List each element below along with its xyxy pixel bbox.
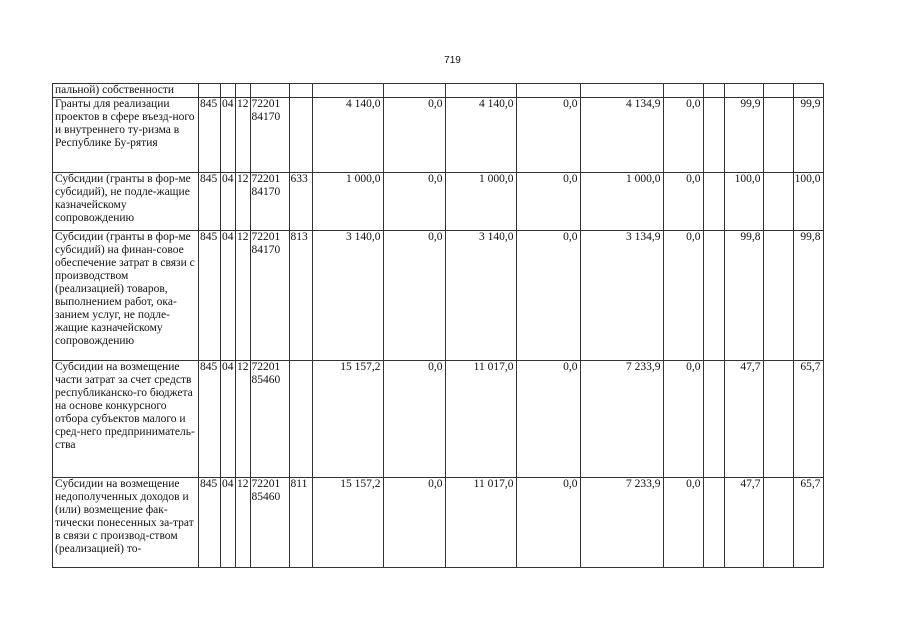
cell-executed-value: 4 134,9 [580,98,663,173]
cell-plan-value: 4 140,0 [312,98,383,173]
cell-empty [763,98,793,173]
cell-pr: 12 [236,478,251,568]
cell-vr [289,98,312,173]
cell-percent-plan: 99,8 [724,231,763,361]
cell-refined-value: 11 017,0 [445,478,516,568]
cell-vr: 813 [289,231,312,361]
cell-empty [763,478,793,568]
cell-empty [703,98,724,173]
cell-empty [763,361,793,478]
cell-percent-refined: 65,7 [793,361,823,478]
cell-plan-federal: 0,0 [383,231,445,361]
cell-executed-value: 7 233,9 [580,361,663,478]
cell-refined-federal: 0,0 [516,173,580,231]
cell-vr [289,84,312,98]
cell-refined-value: 1 000,0 [445,173,516,231]
cell-refined-federal: 0,0 [516,231,580,361]
cell-plan-value: 1 000,0 [312,173,383,231]
cell-empty [703,478,724,568]
cell-executed-value: 1 000,0 [580,173,663,231]
cell-gr: 845 [199,361,221,478]
cell-empty [703,361,724,478]
cell-executed-federal: 0,0 [663,361,703,478]
cell-rz: 04 [221,98,236,173]
cell-csr: 72201 84170 [250,173,289,231]
cell-pr: 12 [236,98,251,173]
cell-percent-plan [724,84,763,98]
cell-empty [703,84,724,98]
budget-table [52,83,824,568]
cell-refined-value: 11 017,0 [445,361,516,478]
cell-executed-federal: 0,0 [663,231,703,361]
cell-refined-federal: 0,0 [516,361,580,478]
cell-percent-plan: 99,9 [724,98,763,173]
cell-plan-federal [383,84,445,98]
cell-plan-federal: 0,0 [383,173,445,231]
cell-gr: 845 [199,231,221,361]
cell-rz: 04 [221,231,236,361]
row-name: Гранты для реализации проектов в сфере въезд-ного и внутреннего ту-ризма в Республике Бу-рятия [53,98,199,173]
row-name: Субсидии на возмещение недополученных доходов и (или) возмещение фак-тически понесенных за-трат в связи с производ-ством (реализацией) то- [53,478,199,568]
cell-csr: 72201 84170 [250,231,289,361]
cell-pr: 12 [236,173,251,231]
cell-csr: 72201 84170 [250,98,289,173]
cell-percent-refined: 100,0 [793,173,823,231]
row-name: Субсидии (гранты в фор-ме субсидий), не подле-жащие казначейскому сопровождению [53,173,199,231]
cell-vr: 811 [289,478,312,568]
cell-percent-refined: 99,8 [793,231,823,361]
cell-percent-refined: 99,9 [793,98,823,173]
cell-plan-federal: 0,0 [383,361,445,478]
cell-empty [763,231,793,361]
cell-empty [703,231,724,361]
cell-percent-plan: 47,7 [724,361,763,478]
table-row [53,361,824,478]
cell-percent-plan: 100,0 [724,173,763,231]
cell-refined-value [445,84,516,98]
cell-csr [250,84,289,98]
cell-plan-value: 15 157,2 [312,361,383,478]
cell-percent-refined: 65,7 [793,478,823,568]
cell-gr: 845 [199,478,221,568]
cell-percent-refined [793,84,823,98]
page-number: 719 [444,55,461,66]
row-name: Субсидии (гранты в фор-ме субсидий) на финан-совое обеспечение затрат в связи с производством (реализацией) товаров, выполнением работ, ока-занием услуг, не подле-жащие казначейскому сопровождению [53,231,199,361]
cell-executed-federal: 0,0 [663,478,703,568]
cell-executed-federal: 0,0 [663,98,703,173]
cell-percent-plan: 47,7 [724,478,763,568]
cell-gr: 845 [199,173,221,231]
cell-rz [221,84,236,98]
table-row [53,173,824,231]
cell-plan-value [312,84,383,98]
cell-gr: 845 [199,98,221,173]
cell-pr: 12 [236,231,251,361]
cell-plan-value: 3 140,0 [312,231,383,361]
cell-pr [236,84,251,98]
row-name: Субсидии на возмещение части затрат за счет средств республиканско-го бюджета на основе конкурсного отбора субъектов малого и сред-него предприниматель-ства [53,361,199,478]
cell-executed-federal: 0,0 [663,173,703,231]
cell-executed-federal [663,84,703,98]
cell-executed-value: 7 233,9 [580,478,663,568]
table-row [53,231,824,361]
cell-empty [763,173,793,231]
cell-refined-federal: 0,0 [516,478,580,568]
cell-plan-federal: 0,0 [383,98,445,173]
table-row [53,478,824,568]
cell-csr: 72201 85460 [250,478,289,568]
table-row [53,98,824,173]
cell-refined-federal [516,84,580,98]
cell-refined-value: 3 140,0 [445,231,516,361]
table-row [53,84,824,98]
cell-refined-value: 4 140,0 [445,98,516,173]
cell-empty [703,173,724,231]
cell-pr: 12 [236,361,251,478]
cell-executed-value: 3 134,9 [580,231,663,361]
cell-vr [289,361,312,478]
cell-executed-value [580,84,663,98]
cell-plan-federal: 0,0 [383,478,445,568]
cell-gr [199,84,221,98]
cell-plan-value: 15 157,2 [312,478,383,568]
cell-vr: 633 [289,173,312,231]
row-name: пальной) собственности [53,84,199,98]
cell-rz: 04 [221,361,236,478]
cell-empty [763,84,793,98]
cell-rz: 04 [221,173,236,231]
cell-rz: 04 [221,478,236,568]
cell-csr: 72201 85460 [250,361,289,478]
cell-refined-federal: 0,0 [516,98,580,173]
